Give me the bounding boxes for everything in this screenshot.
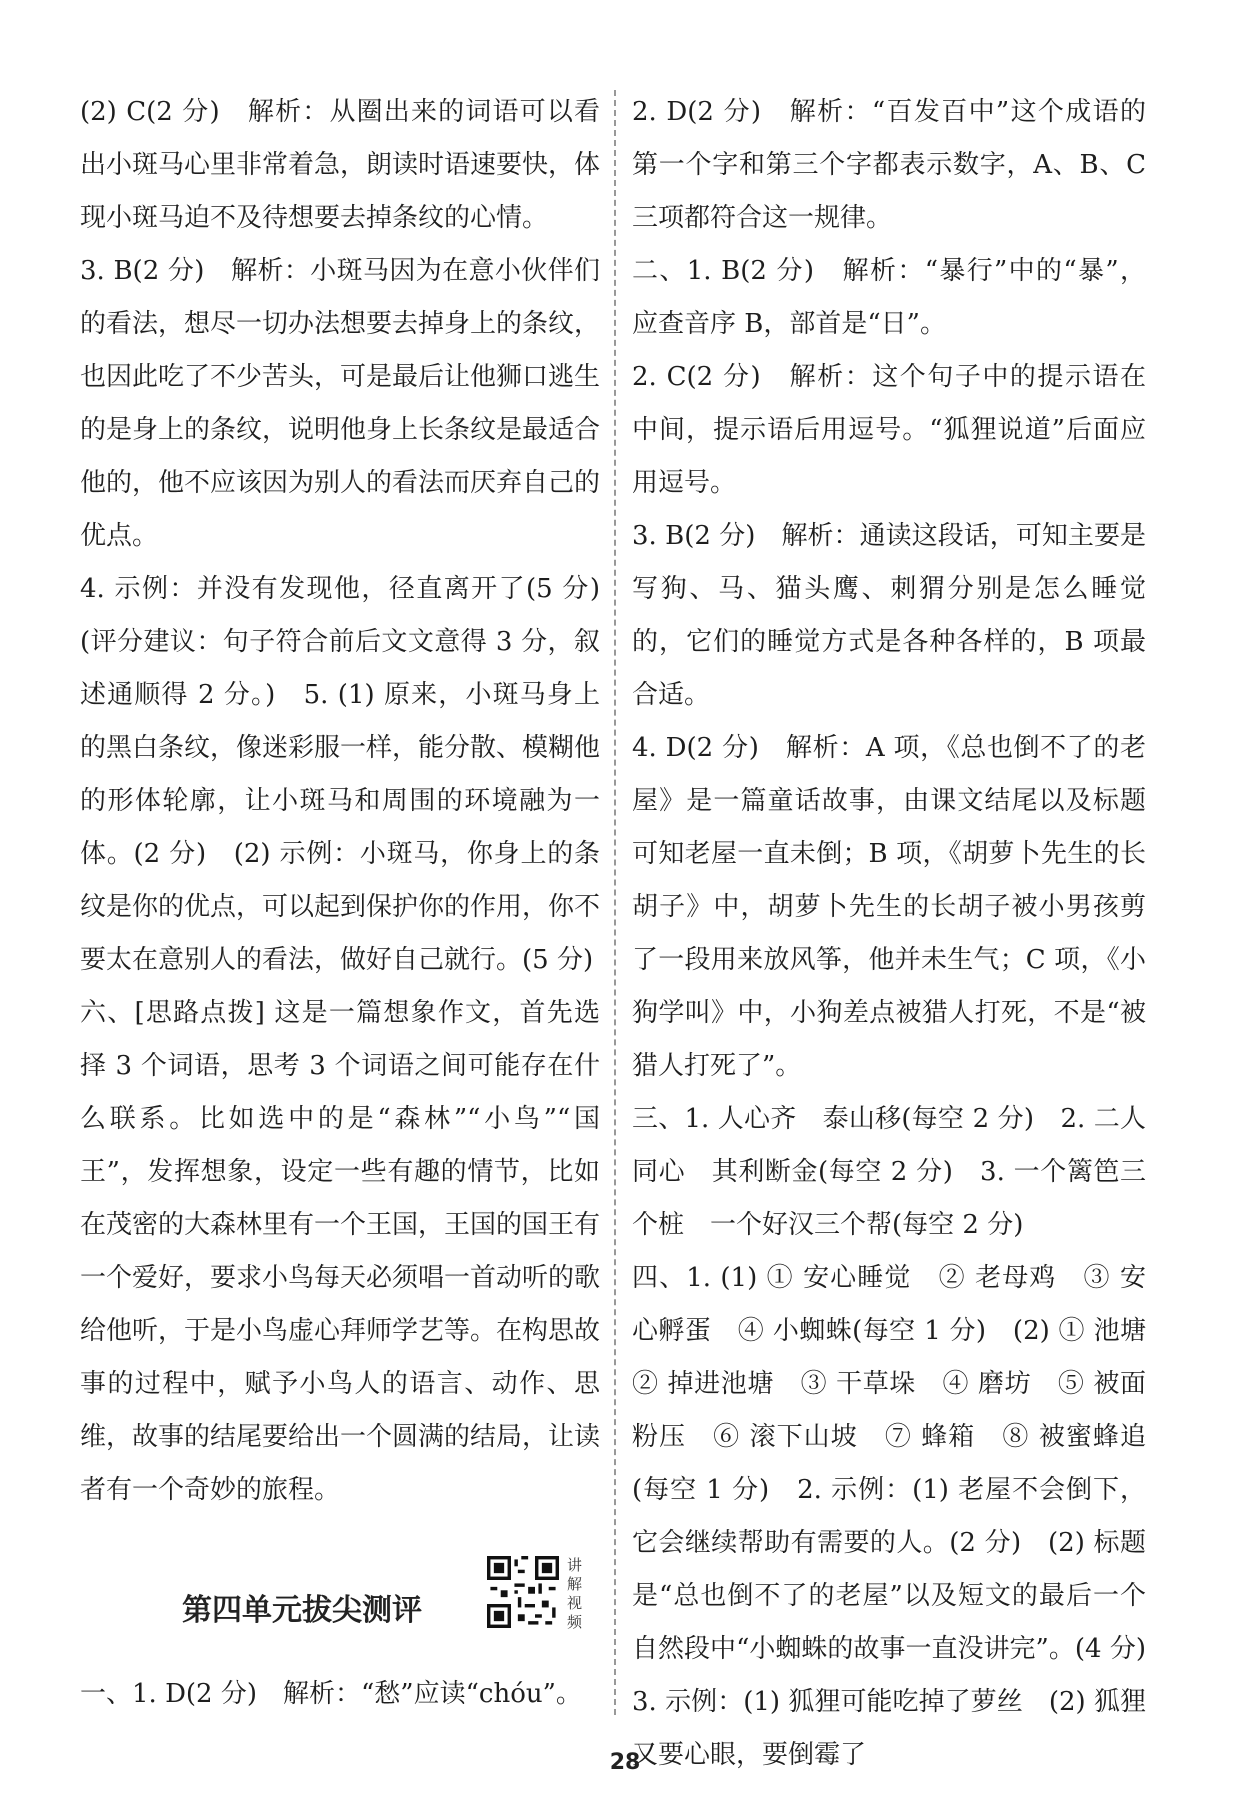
column-divider bbox=[614, 90, 616, 1715]
answer-paragraph: 六、[思路点拨] 这是一篇想象作文，首先选择 3 个词语，思考 3 个词语之间可能存在什么联系。比如选中的是“森林”“小鸟”“国王”，发挥想象，设定一些有趣的情节，比如在茂密的大森林里有一个王国，王国的国王有一个爱好，要求小鸟每天必须唱一首动听的歌给他听，于是小鸟虚心拜师学艺等。在构思故事的过程中，赋予小鸟人的语言、动作、思维，故事的结尾要给出一个圆满的结局，让读者有一个奇妙的旅程。 bbox=[80, 998, 601, 1505]
answer-paragraph: 三、1. 人心齐 泰山移(每空 2 分) 2. 二人同心 其利断金(每空 2 分) 3. 一个篱笆三个桩 一个好汉三个帮(每空 2 分) bbox=[632, 1104, 1146, 1240]
answer-paragraph: 3. B(2 分) 解析：小斑马因为在意小伙伴们的看法，想尽一切办法想要去掉身上的条纹，也因此吃了不少苦头，可是最后让他狮口逃生的是身上的条纹，说明他身上长条纹是最适合他的，他不应该因为别人的看法而厌弃自己的优点。 bbox=[80, 256, 601, 551]
left-column bbox=[80, 86, 600, 1517]
right-column bbox=[632, 86, 1173, 1782]
page-number: 28 bbox=[609, 1750, 641, 1775]
qr-label: 讲解视频 bbox=[567, 1556, 583, 1631]
answer-paragraph: 3. B(2 分) 解析：通读这段话，可知主要是写狗、马、猫头鹰、刺猬分别是怎么睡觉的，它们的睡觉方式是各种各样的，B 项最合适。 bbox=[632, 521, 1146, 710]
answer-paragraph: (2) C(2 分) 解析：从圈出来的词语可以看出小斑马心里非常着急，朗读时语速要快，体现小斑马迫不及待想要去掉条纹的心情。 bbox=[80, 97, 601, 233]
answer-paragraph: 4. D(2 分) 解析：A 项，《总也倒不了的老屋》是一篇童话故事，由课文结尾以及标题可知老屋一直未倒；B 项，《胡萝卜先生的长胡子》中，胡萝卜先生的长胡子被小男孩剪了一段用来放风筝，他并未生气；C 项，《小狗学叫》中，小狗差点被猎人打死，不是“被猎人打死了”。 bbox=[632, 733, 1146, 1081]
answer-paragraph: 4. 示例：并没有发现他，径直离开了(5 分)(评分建议：句子符合前后文文意得 3 分，叙述通顺得 2 分。) 5. (1) 原来，小斑马身上的黑白条纹，像迷彩服一样，能分散、模糊他的形体轮廓，让小斑马和周围的环境融为一体。(2 分) (2) 示例：小斑马，你身上的条纹是你的优点，可以起到保护你的作用，你不要太在意别人的看法，做好自己就行。(5 分) bbox=[80, 574, 601, 975]
answer-paragraph: 2. C(2 分) 解析：这个句子中的提示语在中间，提示语后用逗号。“狐狸说道”后面应用逗号。 bbox=[632, 362, 1146, 498]
qr-code-icon[interactable] bbox=[487, 1556, 559, 1628]
unit-title: 第四单元拔尖测评 bbox=[182, 1593, 422, 1628]
answer-paragraph: 2. D(2 分) 解析：“百发百中”这个成语的第一个字和第三个字都表示数字，A、B、C 三项都符合这一规律。 bbox=[632, 97, 1146, 233]
answer-paragraph: 一、1. D(2 分) 解析：“愁”应读“chóu”。 bbox=[80, 1679, 582, 1709]
answer-paragraph: 二、1. B(2 分) 解析：“暴行”中的“暴”，应查音序 B，部首是“日”。 bbox=[632, 256, 1146, 339]
answer-paragraph: 四、1. (1) ① 安心睡觉 ② 老母鸡 ③ 安心孵蛋 ④ 小蜘蛛(每空 1 分) (2) ① 池塘 ② 掉进池塘 ③ 干草垛 ④ 磨坊 ⑤ 被面粉压 ⑥ 滚下山坡 ⑦ 蜂箱 ⑧ 被蜜蜂追(每空 1 分) 2. 示例：(1) 老屋不会倒下，它会继续帮助有需要的人。(2 分) (2) 标题是“总也倒不了的老屋”以及短文的最后一个自然段中“小蜘蛛的故事一直没讲完”。(4 分) 3. 示例：(1) 狐狸可能吃掉了萝丝 (2) 狐狸又要心眼，要倒霉了 bbox=[632, 1263, 1173, 1770]
